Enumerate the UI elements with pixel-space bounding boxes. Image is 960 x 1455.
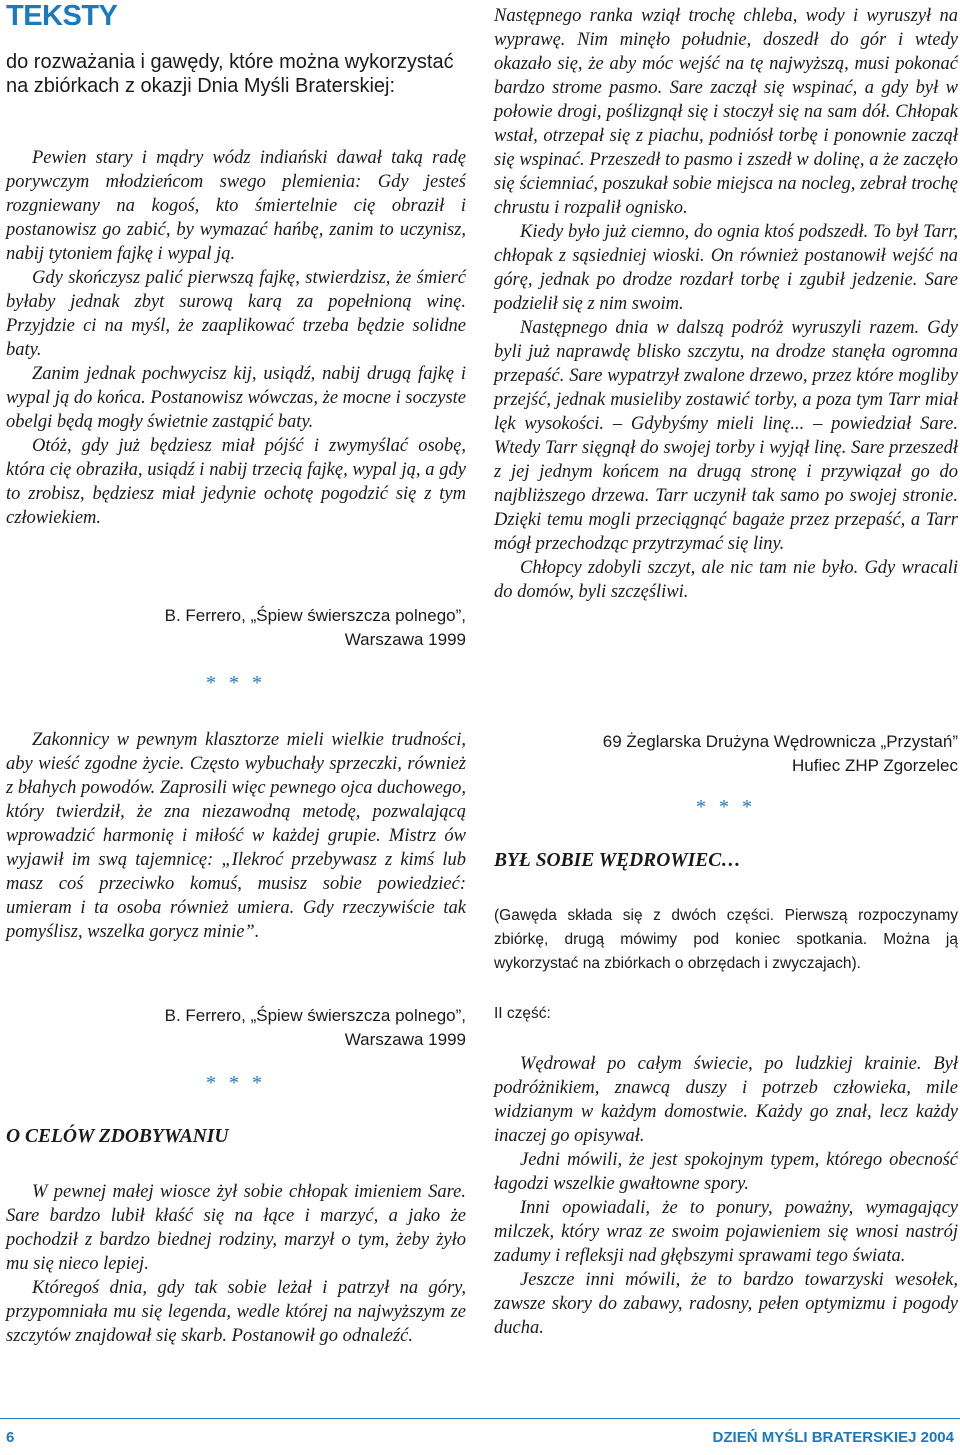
paragraph: Gdy skończysz palić pierwszą fajkę, stwierdzisz, że śmierć byłaby jednak zbyt surową karą za popełnioną winę. Przyjdzie ci na myśl, że zaaplikować trzeba będzie solidne baty. bbox=[6, 268, 466, 360]
paragraph: Następnego ranka wziął trochę chleba, wody i wyruszył na wyprawę. Nim minęło południe, doszedł do gór i wtedy okazało się, że aby móc wejść na tę najwyższą, musi pokonać bardzo strome pasmo. Sare zaczął się wspinać, a gdy był w połowie drogi, poślizgnął się i stoczył się na sam dół. Chłopak wstał, otrzepał się z piachu, podniósł torbę i ponownie zaczął się wspinać. Przeszedł to pasmo i zszedł w dolinę, a że zaczęło się ściemniać, poszukał sobie miejsca na nocleg, zebrał trochę chrustu i rozpalił ognisko. bbox=[494, 6, 958, 218]
source-line: Hufiec ZHP Zgorzelec bbox=[792, 756, 958, 775]
paragraph: Któregoś dnia, gdy tak sobie leżał i patrzył na góry, przypomniała mu się legenda, wedle której na najwyższym ze szczytów znajdował się skarb. Postanowił go odnaleźć. bbox=[6, 1278, 466, 1346]
story-indian-chief bbox=[6, 146, 466, 530]
source-line: Warszawa 1999 bbox=[344, 630, 466, 649]
section-separator: * * * bbox=[696, 796, 756, 818]
paragraph: Pewien stary i mądry wódz indiański dawał taką radę porywczym młodzieńcom swego plemienia: Gdy jesteś rozgniewany na kogoś, kto śmiertelnie cię obraził i postanowisz go zabić, by wymazać hańbę, zanim to uczynisz, nabij tytoniem fajkę i wypal ją. bbox=[6, 148, 466, 264]
section-separator: * * * bbox=[206, 672, 266, 694]
paragraph: Następnego dnia w dalszą podróż wyruszyli razem. Gdy byli już naprawdę blisko szczytu, na drodze stanęła ogromna przepaść. Sare wypatrzył zwalone drzewo, przez które mogliby przejść, jednak musieliby zostawić torby, a poza tym Tarr miał lęk wysokości. – Gdybyśmy mieli linę... – powiedział Sare. Wtedy Tarr sięgnął do swojej torby i wyjął linę. Sare przeszedł z jej jednym końcem na drugą stronę i przywiązał go do najbliższego drzewa. Tarr uczynił tak samo po swojej stronie. Dzięki temu mogli przeciągnąć bagaże przez przepaść, a Tarr mógł przechodząc przytrzymać się liny. bbox=[494, 318, 958, 554]
paragraph: Wędrował po całym świecie, po ludzkiej krainie. Był podróżnikiem, znawcą duszy i potrzeb człowieka, mile widzianym w każdym domostwie. Każdy go znał, lecz każdy inaczej go opisywał. bbox=[494, 1054, 958, 1146]
source-line: B. Ferrero, „Śpiew świerszcza polnego”, bbox=[164, 1006, 466, 1025]
story-goals-continued bbox=[494, 4, 958, 604]
source-citation bbox=[494, 730, 958, 778]
paragraph: Inni opowiadali, że to ponury, poważny, wymagający milczek, który wraz ze swoim pojawieniem się wnosi nastrój zadumy i refleksji nad głębszymi sprawami tego świata. bbox=[494, 1198, 958, 1266]
story-wanderer bbox=[494, 1052, 958, 1340]
paragraph: Jedni mówili, że jest spokojnym typem, którego obecność łagodzi wszelkie gwałtowne spory. bbox=[494, 1150, 958, 1194]
paragraph: Kiedy było już ciemno, do ognia ktoś podszedł. To był Tarr, chłopak z sąsiedniej wioski. On również postanowił wejść na górę, jednak po drodze rozdarł torbę i zgubił jedzenie. Sare podzielił się z nim swoim. bbox=[494, 222, 958, 314]
paragraph: Otóż, gdy już będziesz miał pójść i zwymyślać osobę, która cię obraziła, usiądź i nabij trzecią fajkę, wypal ją, a gdy to zrobisz, będziesz miał jedynie ochotę pogodzić się z tym człowiekiem. bbox=[6, 436, 466, 528]
section-heading: O CELÓW ZDOBYWANIU bbox=[6, 1126, 229, 1147]
section-separator: * * * bbox=[206, 1072, 266, 1094]
source-line: 69 Żeglarska Drużyna Wędrownicza „Przystań” bbox=[602, 732, 958, 751]
story-monks: Zakonnicy w pewnym klasztorze mieli wielkie trudności, aby wieść zgodne życie. Często wybuchały sprzeczki, również z błahych powodów. Zaprosili więc pewnego ojca duchowego, który twierdził, że zna niezawodną metodę, pozwalającą wprowadzić harmonię i miłość w każdej grupie. Mistrz ów wyjawił im swą tajemnicę: „Ilekroć przebywasz z kimś lub masz coś przeciwko komuś, musisz sobie powiedzieć: umieram i ta osoba również umiera. Gdy rzeczywiście tak pomyślisz, wszelka gorycz minie”. bbox=[6, 730, 466, 942]
gaweda-note: (Gawęda składa się z dwóch części. Pierwszą rozpoczynamy zbiórkę, drugą mówimy pod koniec spotkania. Można ją wykorzystać na zbiórkach o obrzędach i zwyczajach). bbox=[494, 907, 958, 972]
source-citation bbox=[6, 1004, 466, 1052]
page-footer bbox=[0, 1418, 960, 1454]
source-citation bbox=[6, 604, 466, 652]
part-label: II część: bbox=[494, 1005, 551, 1022]
source-line: Warszawa 1999 bbox=[344, 1030, 466, 1049]
section-heading: BYŁ SOBIE WĘDROWIEC… bbox=[494, 850, 741, 871]
source-line: B. Ferrero, „Śpiew świerszcza polnego”, bbox=[164, 606, 466, 625]
paragraph: Jeszcze inni mówili, że to bardzo towarzyski wesołek, zawsze skory do zabawy, radosny, pełen optymizmu i pogody ducha. bbox=[494, 1270, 958, 1338]
page-number: 6 bbox=[6, 1429, 15, 1446]
paragraph: Zanim jednak pochwycisz kij, usiądź, nabij drugą fajkę i wypal ją do końca. Postanowisz wówczas, że mocne i soczyste obelgi będą mogły świetnie zastąpić baty. bbox=[6, 364, 466, 432]
paragraph: W pewnej małej wiosce żył sobie chłopak imieniem Sare. Sare bardzo lubił kłaść się na łące i marzyć, a jako że pochodził z bardzo biednej rodziny, marzył o tym, żeby żyło mu się nieco lepiej. bbox=[6, 1182, 466, 1274]
paragraph: Chłopcy zdobyli szczyt, ale nic tam nie było. Gdy wracali do domów, byli szczęśliwi. bbox=[494, 558, 958, 602]
intro-text: do rozważania i gawędy, które można wykorzystać na zbiórkach z okazji Dnia Myśli Braterskiej: bbox=[6, 51, 454, 97]
story-goals bbox=[6, 1180, 466, 1348]
page-title: TEKSTY bbox=[6, 0, 118, 32]
publication-title: DZIEŃ MYŚLI BRATERSKIEJ 2004 bbox=[712, 1429, 954, 1446]
